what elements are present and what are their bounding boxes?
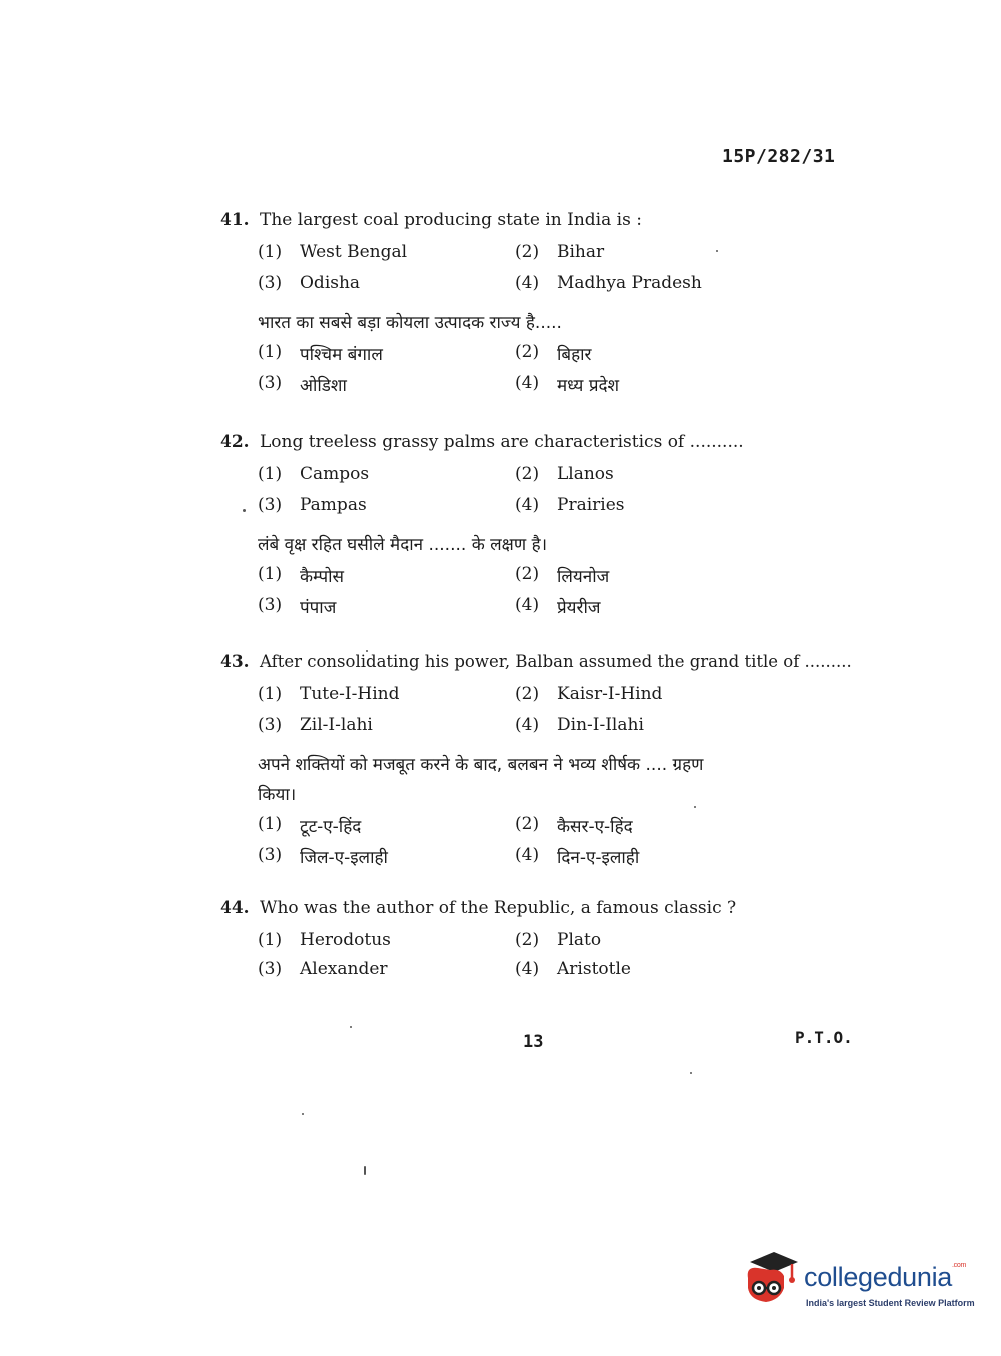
scan-speck [366,650,368,652]
scan-speck [302,1113,304,1115]
paper-code: 15P/282/31 [722,146,836,167]
question-text: Who was the author of the Republic, a famous classic ? [260,898,737,918]
option-4: (4) Madhya Pradesh [515,273,702,293]
hindi-option-2: (2) लियनोज [515,564,610,587]
option-3: (3) Zil-I-lahi [258,715,373,735]
scan-speck [364,1166,366,1175]
option-1: (1) Tute-I-Hind [258,684,400,704]
option-2: (2) Bihar [515,242,605,262]
option-1: (1) Herodotus [258,930,391,950]
hindi-option-1: (1) टूट-ए-हिंद [258,814,362,837]
hindi-option-3: (3) पंपाज [258,595,337,618]
hindi-question-text: भारत का सबसे बड़ा कोयला उत्पादक राज्य है..... [258,313,562,333]
logo-tagline: India's largest Student Review Platform [806,1298,975,1308]
option-2: (2) Llanos [515,464,614,484]
scan-speck [350,1026,352,1028]
option-4: (4) Aristotle [515,959,631,979]
question-text: The largest coal producing state in India is : [260,210,642,230]
question-number: 41. [220,210,250,230]
option-4: (4) Prairies [515,495,625,515]
question-text: After consolidating his power, Balban assumed the grand title of ......... [260,652,852,671]
hindi-option-4: (4) मध्य प्रदेश [515,373,620,396]
logo-wordmark: collegedunia$^{.com}$ [804,1262,967,1292]
hindi-option-2: (2) कैसर-ए-हिंद [515,814,633,837]
option-2: (2) Plato [515,930,602,950]
option-4: (4) Din-I-Ilahi [515,715,644,735]
question-42 [220,432,860,626]
hindi-option-3: (3) ओडिशा [258,373,347,396]
graduate-mascot-icon [740,1248,802,1310]
scan-speck [716,250,718,252]
question-text: Long treeless grassy palms are characteristics of .......... [260,432,744,452]
question-44 [220,898,860,988]
page-number: 13 [523,1032,544,1052]
collegedunia-logo [740,1248,975,1318]
option-3: (3) Alexander [258,959,388,979]
hindi-option-2: (2) बिहार [515,342,592,365]
logo-superscript: .com [952,1262,967,1269]
pto-label: P.T.O. [795,1028,853,1047]
scan-speck [694,806,696,808]
hindi-option-1: (1) पश्चिम बंगाल [258,342,383,365]
hindi-option-4: (4) दिन-ए-इलाही [515,845,640,868]
scan-speck [243,509,246,512]
hindi-option-1: (1) कैम्पोस [258,564,345,587]
question-43 [220,652,860,876]
question-number: 42. [220,432,250,452]
question-41 [220,210,860,404]
hindi-option-4: (4) प्रेयरीज [515,595,601,618]
option-3: (3) Odisha [258,273,361,293]
option-3: (3) Pampas [258,495,367,515]
hindi-question-text: अपने शक्तियों को मजबूत करने के बाद, बलबन ने भव्य शीर्षक .... ग्रहण किया। [258,755,704,805]
option-1: (1) Campos [258,464,370,484]
scan-speck [690,1072,692,1074]
option-1: (1) West Bengal [258,242,408,262]
hindi-option-3: (3) जिल-ए-इलाही [258,845,388,868]
option-2: (2) Kaisr-I-Hind [515,684,663,704]
hindi-question-text: लंबे वृक्ष रहित घसीले मैदान ....... के लक्षण है। [258,535,548,555]
question-number: 43. [220,652,250,672]
question-number: 44. [220,898,250,918]
